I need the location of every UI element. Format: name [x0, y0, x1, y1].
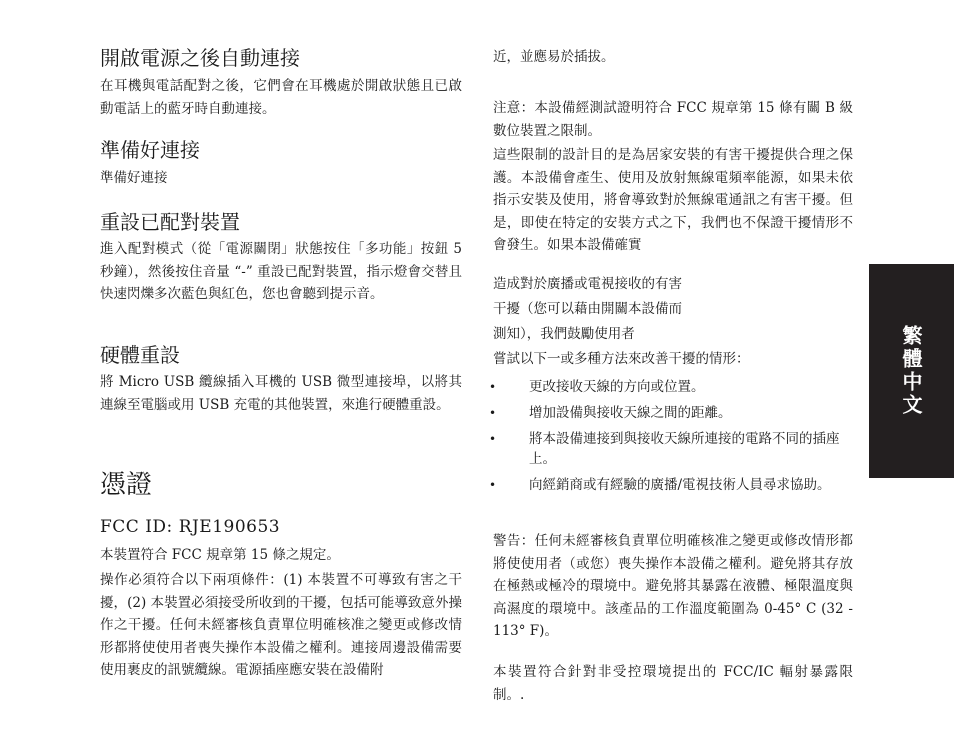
bullet-icon: •: [489, 406, 497, 420]
ready-text: 準備好連接: [100, 170, 168, 186]
interference-line-2: 干擾（您可以藉由開關本設備而: [493, 301, 682, 317]
rf-exposure-text: 本裝置符合針對非受控環境提出的 FCC/IC 輻射暴露限制。.: [493, 664, 853, 703]
interference-line-1: 造成對於廣播或電視接收的有害: [493, 276, 682, 292]
hard-reset-text: 將 Micro USB 纜線插入耳機的 USB 微型連接埠，以將其連線至電腦或用 USB 充電的其他裝置，來進行硬體重設。: [100, 374, 462, 413]
limits-text: 這些限制的設計目的是為居家安裝的有害干擾提供合理之保護。本設備會產生、使用及放射無線電頻率能源，如果未依指示安裝及使用，將會導致對於無線電通訊之有害干擾。但是，即使在特定的安裝方式之下，我們也不保證干擾情形不會發生。如果本設備確實: [493, 147, 853, 253]
list-item: • 將本設備連接到與接收天線所連接的電路不同的插座上。: [489, 431, 840, 467]
ready-heading: 準備好連接: [100, 138, 200, 162]
certification-heading: 憑證: [100, 470, 153, 500]
list-item: • 向經銷商或有經驗的廣播/電視技術人員尋求協助。: [489, 477, 831, 493]
reset-pair-heading: 重設已配對裝置: [100, 210, 240, 234]
list-item: • 更改接收天線的方向或位置。: [489, 379, 705, 395]
fcc-id: FCC ID: RJE190653: [100, 517, 281, 537]
auto-connect-heading: 開啟電源之後自動連接: [100, 46, 300, 70]
notice-text: 注意：本設備經測試證明符合 FCC 規章第 15 條有關 B 級數位裝置之限制。: [493, 100, 853, 139]
remedy-list: [489, 377, 853, 495]
reset-pair-text: 進入配對模式（從「電源關閉」狀態按住「多功能」按鈕 5 秒鐘），然後按住音量 “-” 重設已配對裝置，指示燈會交替且快速閃爍多次藍色與紅色，您也會聽到提示音。: [100, 241, 462, 302]
list-item: • 增加設備與接收天線之間的距離。: [489, 405, 732, 421]
language-tab: [869, 264, 954, 478]
interference-line-4: 嘗試以下一或多種方法來改善干擾的情形：: [493, 351, 750, 367]
operation-text: 操作必須符合以下兩項條件：(1) 本裝置不可導致有害之干擾，(2) 本裝置必須接受所收到的干擾，包括可能導致意外操作之干擾。任何未經審核負責單位明確核准之變更或修改情形都將使使用者喪失操作本設備之權利。連接周邊設備需要使用裹皮的訊號纜線。電源插座應安裝在設備附: [100, 572, 462, 678]
interference-line-3: 測知），我們鼓勵使用者: [493, 326, 635, 342]
fcc-comply-text: 本裝置符合 FCC 規章第 15 條之規定。: [100, 547, 340, 563]
bullet-icon: •: [489, 380, 497, 394]
bullet-icon: •: [489, 478, 497, 492]
warning-text: 警告：任何未經審核負責單位明確核准之變更或修改情形都將使使用者（或您）喪失操作本設備之權利。避免將其存放在極熱或極冷的環境中。避免將其暴露在液體、極限溫度與高濕度的環境中。該產品的工作溫度範圍為 0-45° C (32 - 113° F)。: [493, 533, 853, 639]
hard-reset-heading: 硬體重設: [100, 343, 180, 367]
auto-connect-text: 在耳機與電話配對之後，它們會在耳機處於開啟狀態且已啟動電話上的藍牙時自動連接。: [100, 78, 462, 117]
language-tab-label: 繁體中文: [899, 325, 923, 417]
bullet-icon: •: [489, 432, 497, 446]
continued-text: 近，並應易於插拔。: [493, 49, 615, 65]
